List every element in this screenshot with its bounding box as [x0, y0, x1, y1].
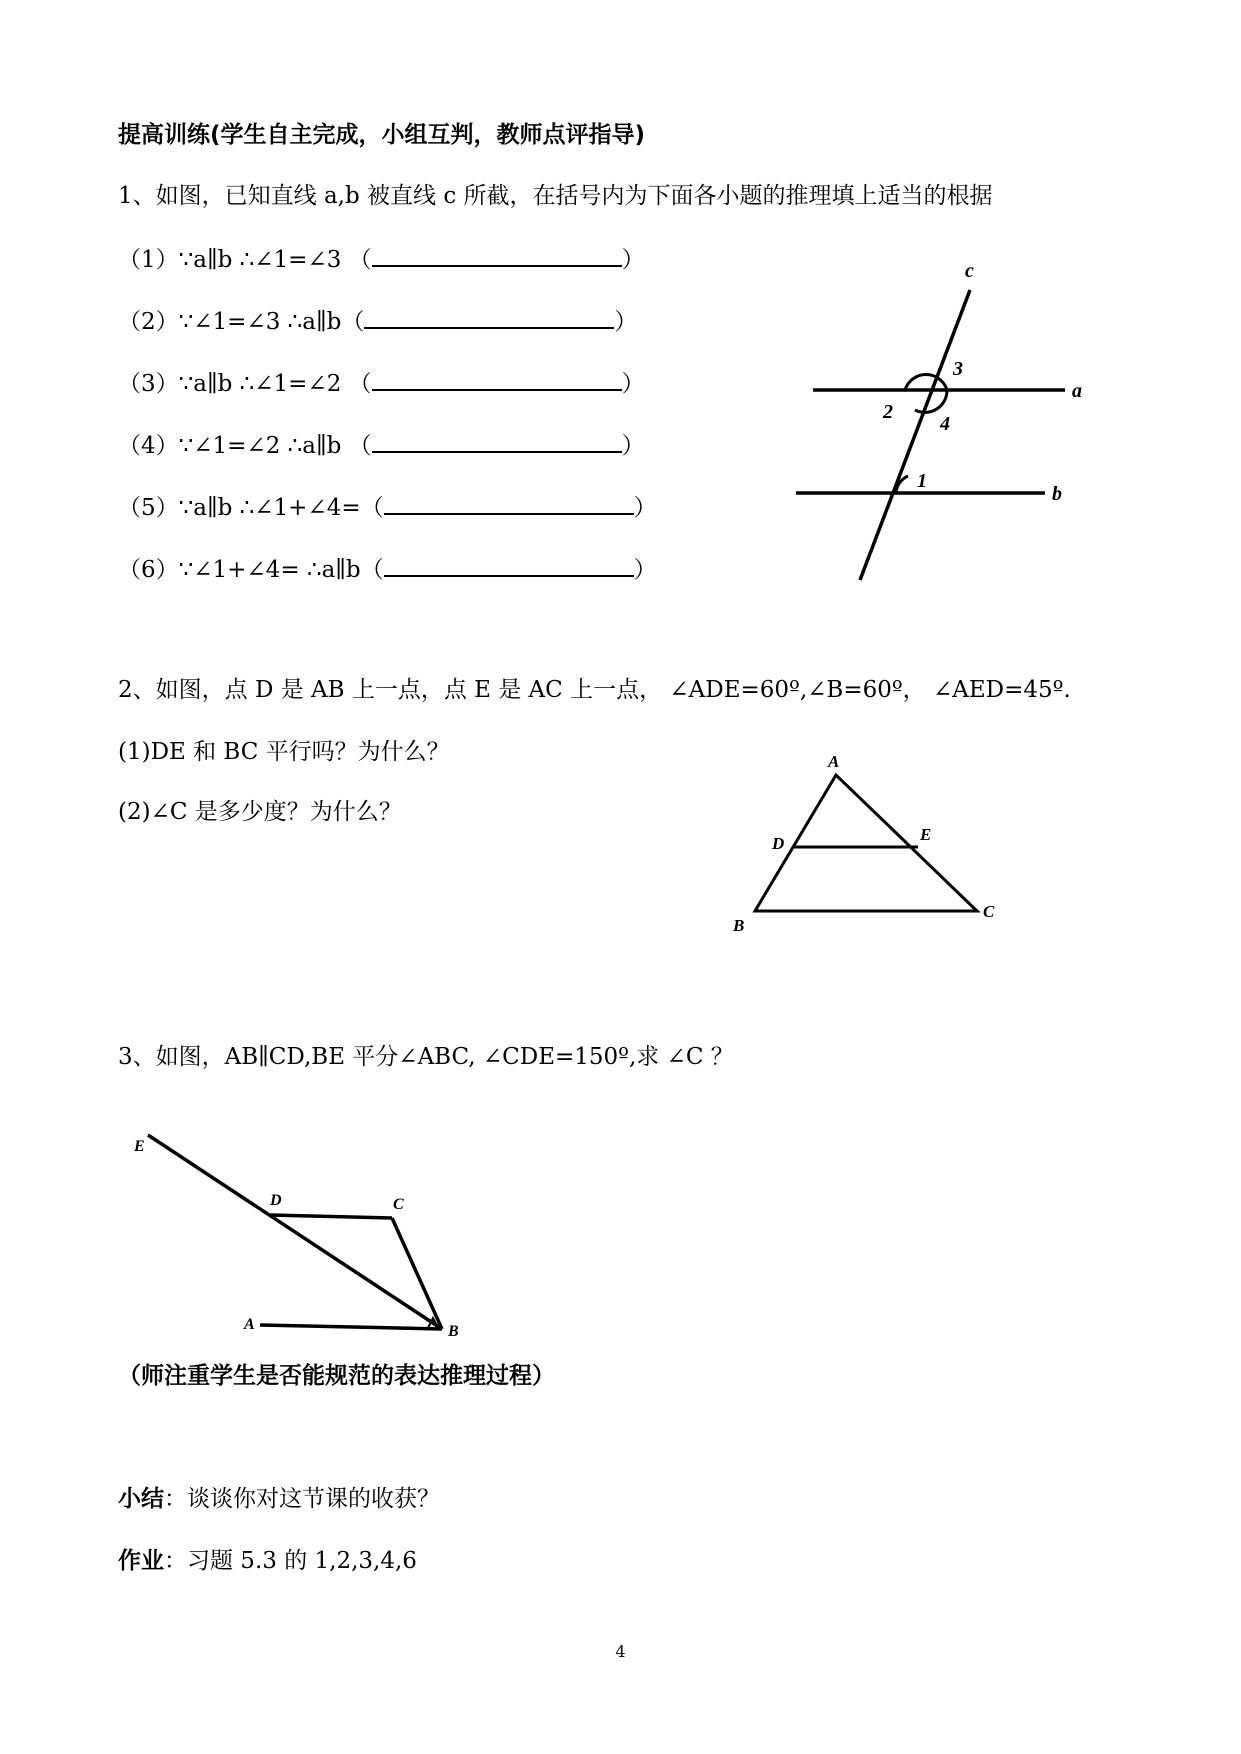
q3-figure: [120, 1115, 480, 1355]
q1-item-text: ∵∠1=∠2 ∴a∥b （: [178, 433, 372, 459]
segment-dc: [270, 1215, 392, 1218]
label-a: a: [1072, 380, 1082, 402]
teacher-note: （师注重学生是否能规范的表达推理过程）: [118, 1363, 555, 1389]
homework-line: [118, 1546, 417, 1576]
q1-item-1: [118, 243, 645, 273]
q1-item-4: [118, 429, 645, 459]
q1-item-close: ）: [621, 371, 645, 397]
q1-item-close: ）: [621, 433, 645, 459]
q1-item-text: ∵a∥b ∴∠1=∠3 （: [178, 247, 372, 273]
q1-item-text: ∵∠1=∠3 ∴a∥b（: [178, 309, 365, 335]
q1-item-2: [118, 305, 637, 335]
q1-item-num: （4）: [118, 433, 179, 459]
q2-stem: 2、如图，点 D 是 AB 上一点，点 E 是 AC 上一点， ∠ADE=60º,∠B=60º， ∠AED=45º.: [118, 677, 1071, 703]
summary-text: ：谈谈你对这节课的收获？: [164, 1486, 440, 1512]
label-D: D: [270, 1192, 282, 1209]
answer-blank[interactable]: [372, 367, 622, 391]
q1-item-num: （6）: [118, 557, 179, 583]
triangle-abc: [755, 775, 977, 911]
line-c: [860, 290, 970, 580]
label-E: E: [134, 1138, 145, 1155]
q2-sub1: (1)DE 和 BC 平行吗？为什么？: [118, 739, 450, 765]
homework-label: 作业: [118, 1548, 164, 1574]
label-E: E: [920, 825, 932, 844]
q1-item-num: （5）: [118, 495, 179, 521]
homework-text: ：习题 5.3 的 1,2,3,4,6: [164, 1548, 417, 1574]
answer-blank[interactable]: [384, 491, 634, 515]
q1-item-5: [118, 491, 657, 521]
page-number: 4: [615, 1642, 626, 1661]
label-B: B: [448, 1323, 459, 1340]
q1-item-close: ）: [614, 309, 638, 335]
q1-item-text: ∵a∥b ∴∠1+∠4=（: [178, 495, 384, 521]
q2-sub2: (2)∠C 是多少度？为什么？: [118, 799, 402, 825]
segment-ab: [260, 1325, 442, 1329]
q1-item-6: [118, 553, 657, 583]
angle-label-1: 1: [917, 470, 927, 492]
q1-item-3: [118, 367, 645, 397]
section-title: 提高训练(学生自主完成，小组互判，教师点评指导): [118, 122, 646, 148]
label-c: c: [965, 260, 974, 282]
q1-stem: 1、如图，已知直线 a,b 被直线 c 所截，在括号内为下面各小题的推理填上适当的根据: [118, 183, 993, 209]
angle-arc-3: [905, 375, 947, 390]
q1-item-text: ∵∠1+∠4= ∴a∥b（: [178, 557, 384, 583]
q1-item-num: （1）: [118, 247, 179, 273]
label-B: B: [733, 916, 745, 935]
q1-item-num: （2）: [118, 309, 179, 335]
q1-item-close: ）: [621, 247, 645, 273]
label-A: A: [828, 752, 840, 771]
label-D: D: [772, 834, 785, 853]
angle-label-3: 3: [953, 358, 963, 380]
q1-item-text: ∵a∥b ∴∠1=∠2 （: [178, 371, 372, 397]
angle-label-2: 2: [883, 401, 893, 423]
q1-item-close: ）: [633, 495, 657, 521]
label-C: C: [983, 902, 995, 921]
label-b: b: [1052, 483, 1062, 505]
answer-blank[interactable]: [364, 305, 614, 329]
answer-blank[interactable]: [372, 243, 622, 267]
answer-blank[interactable]: [372, 429, 622, 453]
q2-figure: [720, 745, 1020, 945]
q1-figure: [780, 255, 1100, 600]
q1-item-num: （3）: [118, 371, 179, 397]
label-C: C: [393, 1196, 404, 1213]
label-A: A: [244, 1316, 255, 1333]
angle-label-4: 4: [940, 413, 950, 435]
answer-blank[interactable]: [384, 553, 634, 577]
summary-line: [118, 1484, 440, 1514]
q1-item-close: ）: [633, 557, 657, 583]
summary-label: 小结: [118, 1486, 164, 1512]
q3-stem: 3、如图，AB∥CD,BE 平分∠ABC, ∠CDE=150º,求 ∠C ？: [118, 1044, 734, 1070]
